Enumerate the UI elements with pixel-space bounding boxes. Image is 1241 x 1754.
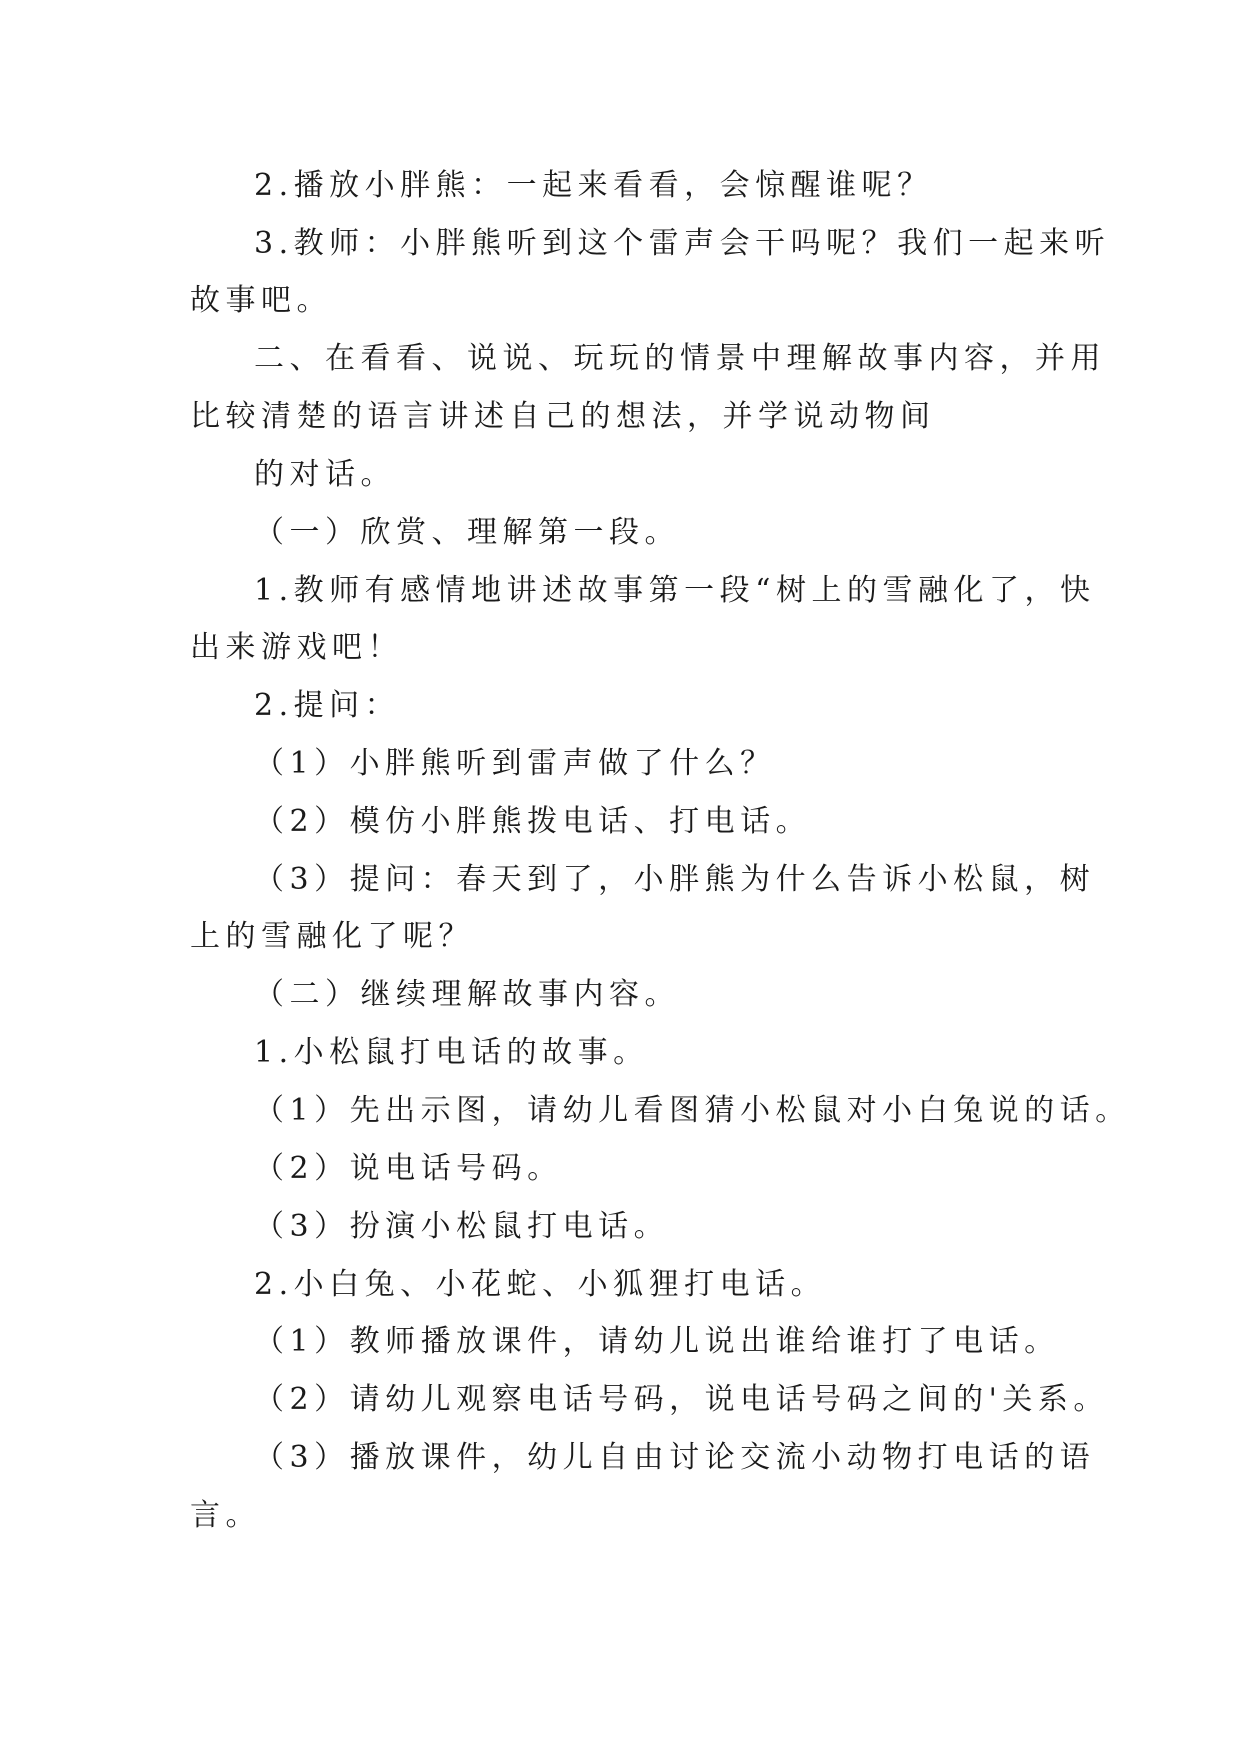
text-line: （1）小胖熊听到雷声做了什么？ [254, 746, 776, 781]
text-line: （1）教师播放课件，请幼儿说出谁给谁打了电话。 [254, 1324, 1060, 1359]
text-line: 上的雪融化了呢？ [190, 919, 474, 954]
text-line: 1.教师有感情地讲述故事第一段“树上的雪融化了，快 [254, 573, 1096, 608]
text-line: （3）扮演小松鼠打电话。 [254, 1209, 670, 1244]
text-line: 2.小白兔、小花蛇、小狐狸打电话。 [254, 1267, 827, 1302]
text-line: 2.播放小胖熊：一起来看看，会惊醒谁呢？ [254, 168, 933, 203]
text-line: 出来游戏吧！ [190, 630, 403, 665]
text-line: （3）提问：春天到了，小胖熊为什么告诉小松鼠，树 [254, 862, 1096, 897]
text-line: （2）模仿小胖熊拨电话、打电话。 [254, 804, 812, 839]
text-line: 比较清楚的语言讲述自己的想法，并学说动物间 [190, 399, 936, 434]
text-line: 的对话。 [254, 457, 396, 492]
text-line: 二、在看看、说说、玩玩的情景中理解故事内容，并用 [254, 341, 1106, 376]
text-line: 1.小松鼠打电话的故事。 [254, 1035, 649, 1070]
text-line: （2）说电话号码。 [254, 1151, 563, 1186]
text-line: （1）先出示图，请幼儿看图猜小松鼠对小白兔说的话。 [254, 1093, 1131, 1128]
text-line: 言。 [190, 1498, 261, 1533]
text-line: （3）播放课件，幼儿自由讨论交流小动物打电话的语 [254, 1440, 1096, 1475]
text-line: 2.提问： [254, 688, 401, 723]
text-line: 3.教师：小胖熊听到这个雷声会干吗呢？我们一起来听 [254, 226, 1111, 261]
section-heading: （一）欣赏、理解第一段。 [254, 515, 680, 550]
text-line: （2）请幼儿观察电话号码，说电话号码之间的'关系。 [254, 1382, 1109, 1417]
text-line: 故事吧。 [190, 283, 332, 318]
section-heading: （二）继续理解故事内容。 [254, 977, 680, 1012]
